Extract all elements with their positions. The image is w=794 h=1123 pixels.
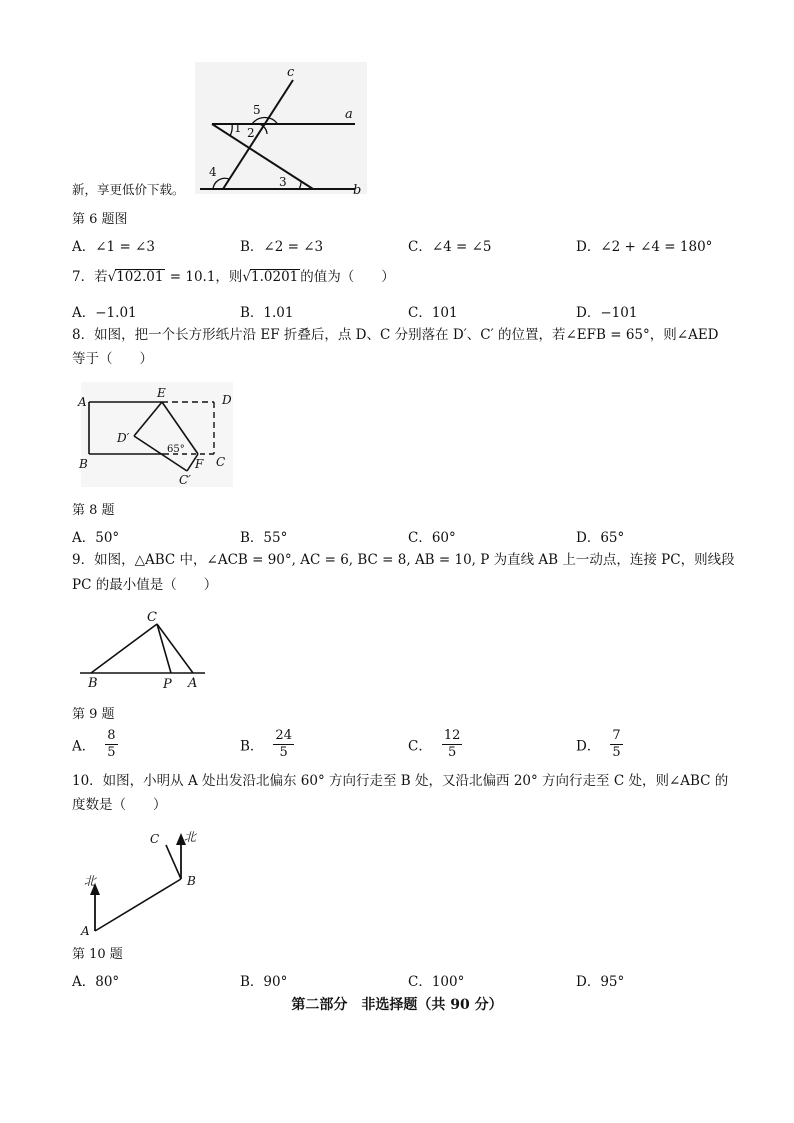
q9-caption: 第 9 题 [72,707,115,722]
q8-option-b: B．55° [240,530,288,546]
q7-sqrt-sign-2: √ [242,269,252,285]
q10-figure [78,827,213,942]
q9-option-d-num: 7 [612,728,621,743]
q10-label-B: B [187,874,196,888]
q9-option-d-den: 5 [612,745,621,760]
q10-caption: 第 10 题 [72,947,123,962]
q8-label-D: D [222,393,232,407]
q10-option-d: D．95° [576,974,625,990]
q7-sqrt-2: 1.0201 [251,269,299,285]
q9-label-B: B [88,676,98,691]
q9-option-d-fraction [610,728,622,761]
q9-label-P: P [163,677,172,692]
q10-option-a: A．80° [72,974,120,990]
q6-option-c: C．∠4 = ∠5 [408,239,492,255]
q9-stem-line1: 9．如图，△ABC 中，∠ACB = 90°, AC = 6, BC = 8, AB = 10, P 为直线 AB 上一动点，连接 PC，则线段 [72,552,735,568]
q6-label-4: 4 [209,165,217,179]
q9-figure [75,607,210,692]
q9-option-a-den: 5 [107,745,116,760]
q6-label-b: b [353,183,362,198]
q8-label-Cp: C′ [179,473,191,487]
q7-option-c: C．101 [408,305,458,321]
q9-option-a-fraction [105,728,117,761]
q10-label-north-a: 北 [84,874,97,888]
q8-caption: 第 8 题 [72,503,115,518]
q9-option-b-num: 24 [275,728,292,743]
q7-option-a: A．−1.01 [72,305,137,321]
q8-label-angle: 65° [167,444,185,455]
q8-stem-line2: 等于（ ） [72,351,153,367]
q9-label-C: C [147,610,157,625]
q9-stem-line2: PC 的最小值是（ ） [72,577,218,593]
q6-figure [195,62,370,197]
q7-option-b: B．1.01 [240,305,294,321]
q9-option-b-den: 5 [279,745,288,760]
q8-label-Dp: D′ [117,431,130,445]
q8-option-d: D．65° [576,530,625,546]
q8-label-A: A [78,395,87,409]
q8-label-B: B [79,457,88,471]
q10-stem-line2: 度数是（ ） [72,797,167,813]
q7-stem [72,268,395,286]
q9-option-c [408,728,462,761]
q8-figure [75,382,240,490]
q6-label-2: 2 [247,126,255,140]
q6-label-5: 5 [253,103,261,117]
q6-watermark: 新，享更低价下载。 [72,182,185,197]
q7-mid: = 10.1，则 [169,269,243,285]
q10-option-b: B．90° [240,974,288,990]
q9-option-a [72,728,118,761]
q8-option-c: C．60° [408,530,456,546]
q9-option-b-letter: B． [240,738,264,755]
q8-label-F: F [195,457,204,471]
q7-suffix: 的值为（ ） [300,269,395,285]
q10-option-c: C．100° [408,974,465,990]
q6-option-a: A．∠1 = ∠3 [72,239,155,255]
q7-prefix: 7．若 [72,269,108,285]
q7-option-d: D．−101 [576,305,638,321]
q6-option-d: D．∠2 + ∠4 = 180° [576,239,713,255]
q9-option-b [240,728,294,761]
q6-label-c: c [287,65,295,80]
q10-label-A: A [81,924,90,938]
q7-sqrt-1: 102.01 [116,269,164,285]
q9-option-c-den: 5 [447,745,457,760]
q10-stem-line1: 10．如图，小明从 A 处出发沿北偏东 60° 方向行走至 B 处，又沿北偏西 20° 方向行走至 C 处，则∠ABC 的 [72,773,729,789]
q9-option-a-num: 8 [107,728,116,743]
q6-label-a: a [345,107,353,122]
q6-label-3: 3 [279,175,287,189]
q8-label-C: C [216,455,226,469]
q6-option-b: B．∠2 = ∠3 [240,239,324,255]
section-heading: 第二部分 非选择题（共 90 分） [291,997,503,1013]
q10-label-north-b: 北 [184,830,197,844]
q6-label-1: 1 [234,121,242,135]
q10-label-C: C [150,832,160,846]
q9-option-c-num: 12 [443,728,461,743]
q7-sqrt-sign-1: √ [107,269,117,285]
q8-label-E: E [157,386,166,400]
q9-option-c-fraction [442,728,463,761]
q9-option-c-letter: C． [408,738,432,755]
q9-option-a-letter: A． [72,738,96,755]
q9-label-A: A [188,676,198,691]
q9-option-d-letter: D． [576,738,601,755]
q8-stem-line1: 8．如图，把一个长方形纸片沿 EF 折叠后，点 D、C 分别落在 D′、C′ 的位置，若∠EFB = 65°，则∠AED [72,327,719,343]
q6-caption: 第 6 题图 [72,212,128,227]
q9-option-d [576,728,623,761]
q8-option-a: A．50° [72,530,120,546]
q9-option-b-fraction [273,728,294,761]
